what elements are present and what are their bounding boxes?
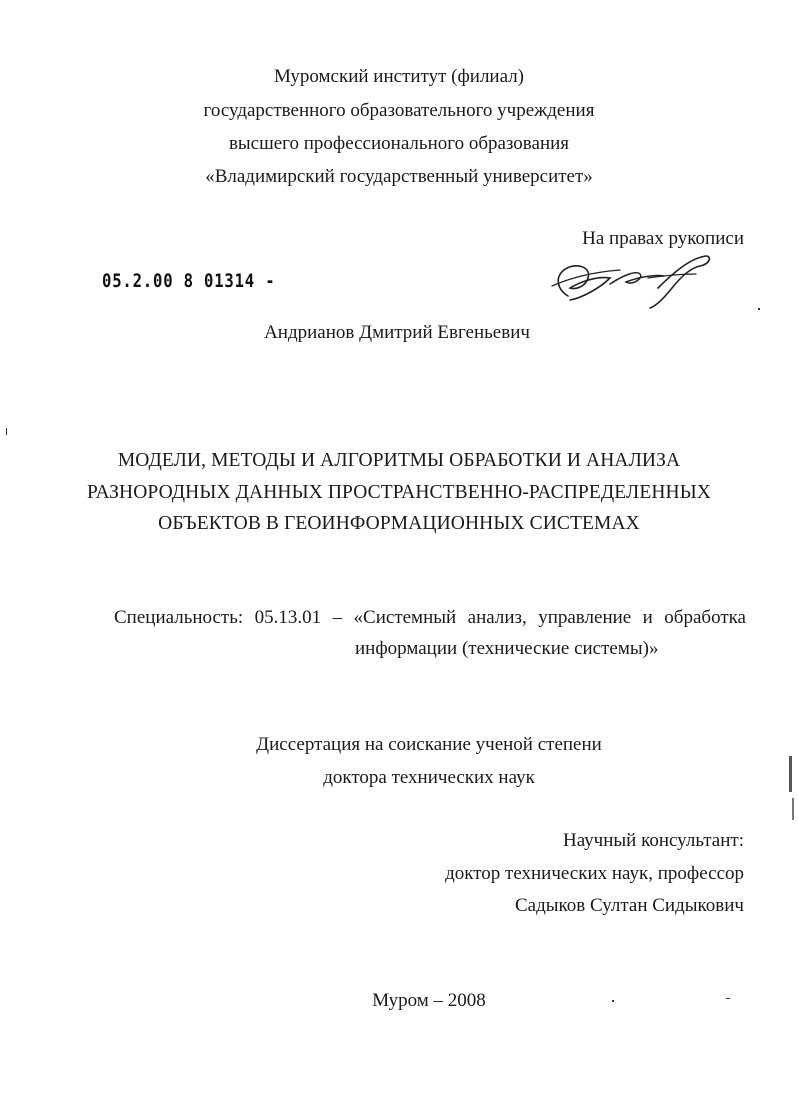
specialty-label: Специальность:	[114, 607, 244, 628]
title-line-1: МОДЕЛИ, МЕТОДЫ И АЛГОРИТМЫ ОБРАБОТКИ И АНАЛИЗА	[117, 450, 681, 471]
title-line-3: ОБЪЕКТОВ В ГЕОИНФОРМАЦИОННЫХ СИСТЕМАХ	[158, 513, 640, 534]
specialty-word: «Системный	[353, 607, 457, 628]
institution-line-2: государственного образовательного учреждения	[203, 100, 595, 121]
scan-speck	[789, 756, 792, 792]
scan-speck	[6, 428, 7, 435]
specialty-line-1	[114, 607, 746, 629]
specialty-word: и	[642, 607, 653, 628]
consultant-label: Научный консультант:	[562, 830, 744, 851]
scan-speck	[792, 798, 794, 820]
author-name: Андрианов Дмитрий Евгеньевич	[264, 322, 530, 343]
degree-line-1: Диссертация на соискание ученой степени	[256, 734, 602, 755]
institution-line-4: «Владимирский государственный университет»	[205, 166, 593, 187]
manuscript-note: На правах рукописи	[582, 228, 744, 249]
title-line-2: РАЗНОРОДНЫХ ДАННЫХ ПРОСТРАНСТВЕННО-РАСПРЕДЕЛЕННЫХ	[87, 482, 711, 503]
institution-line-1: Муромский институт (филиал)	[273, 66, 525, 87]
specialty-code: 05.13.01	[254, 607, 322, 628]
specialty-line-2: информации (технические системы)»	[355, 638, 659, 659]
specialty-word: анализ,	[467, 607, 527, 628]
scan-speck	[726, 998, 730, 999]
specialty-word: управление	[538, 607, 632, 628]
consultant-name: Садыков Султан Сидыкович	[515, 895, 744, 916]
specialty-word: обработка	[664, 607, 746, 628]
scan-speck	[758, 308, 760, 310]
consultant-rank: доктор технических наук, профессор	[445, 863, 744, 884]
library-stamp-code: 05.2.00 8 01314 -	[102, 270, 276, 292]
specialty-dash: –	[332, 607, 343, 628]
signature	[540, 248, 720, 310]
scan-speck	[612, 1000, 614, 1002]
place-year: Муром – 2008	[372, 990, 486, 1011]
degree-line-2: доктора технических наук	[323, 767, 535, 788]
institution-line-3: высшего профессионального образования	[228, 133, 570, 154]
